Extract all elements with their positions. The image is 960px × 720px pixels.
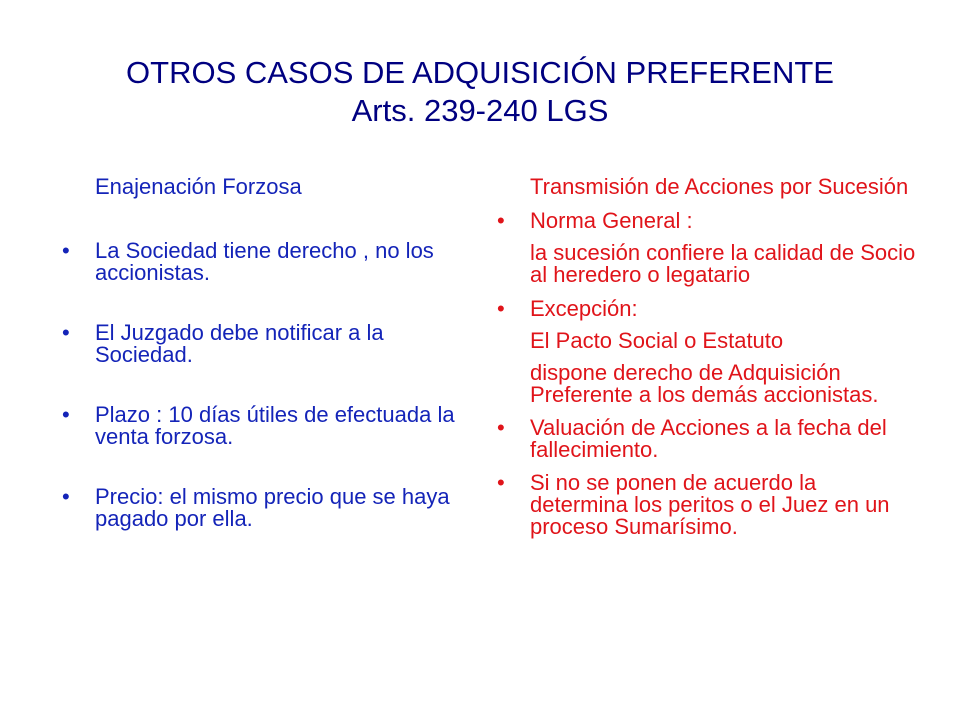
- right-paragraph-1: la sucesión confiere la calidad de Socio al heredero o legatario: [530, 240, 916, 287]
- left-column: [62, 170, 482, 530]
- bullet-dot: •: [497, 470, 505, 495]
- bullet-dot: •: [497, 208, 505, 233]
- title-line-1: OTROS CASOS DE ADQUISICIÓN PREFERENTE: [126, 55, 834, 90]
- right-bullet-norma-general: [497, 210, 917, 232]
- left-heading: Enajenación Forzosa: [95, 174, 302, 199]
- right-bullet-acuerdo: [497, 472, 917, 538]
- bullet-dot: •: [497, 296, 505, 321]
- bullet-dot: •: [62, 238, 70, 263]
- left-bullet-1: [62, 240, 482, 284]
- left-bullet-3: [62, 404, 482, 448]
- left-bullet-4: [62, 486, 482, 530]
- right-bullet-3-text: Valuación de Acciones a la fecha del fallecimiento.: [530, 415, 887, 462]
- right-bullet-2-text: Excepción:: [530, 296, 638, 321]
- bullet-dot: •: [62, 484, 70, 509]
- left-bullet-2: [62, 322, 482, 366]
- left-bullet-2-text: El Juzgado debe notificar a la Sociedad.: [95, 320, 384, 367]
- right-paragraph-2: El Pacto Social o Estatuto: [530, 328, 784, 353]
- right-bullet-excepcion: [497, 298, 917, 320]
- right-bullet-1-text: Norma General :: [530, 208, 693, 233]
- bullet-dot: •: [62, 402, 70, 427]
- bullet-dot: •: [497, 415, 505, 440]
- right-heading: Transmisión de Acciones por Sucesión: [530, 174, 909, 199]
- right-column: [497, 170, 917, 538]
- right-paragraph-3: dispone derecho de Adquisición Preferente a los demás accionistas.: [530, 360, 879, 407]
- bullet-dot: •: [62, 320, 70, 345]
- title-line-2: Arts. 239-240 LGS: [351, 93, 609, 128]
- right-bullet-valuacion: [497, 417, 917, 461]
- left-bullet-4-text: Precio: el mismo precio que se haya pagado por ella.: [95, 484, 450, 531]
- slide-title: [0, 54, 960, 130]
- left-bullet-3-text: Plazo : 10 días útiles de efectuada la venta forzosa.: [95, 402, 455, 449]
- left-bullet-1-text: La Sociedad tiene derecho , no los accionistas.: [95, 238, 434, 285]
- right-bullet-4-text: Si no se ponen de acuerdo la determina los peritos o el Juez en un proceso Sumarísimo.: [530, 470, 890, 539]
